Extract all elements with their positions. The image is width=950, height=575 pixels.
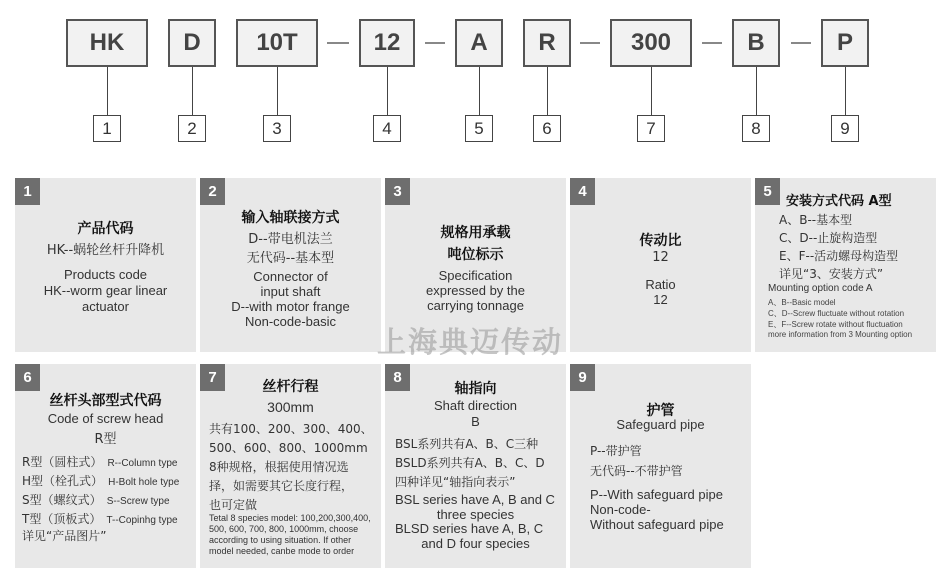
card-title: 传动比 bbox=[639, 233, 682, 249]
head-type-en: H-Bolt hole type bbox=[108, 477, 180, 488]
code-box-8: B bbox=[732, 19, 780, 67]
card-line bbox=[22, 470, 179, 489]
head-type-en: T--Copinhg type bbox=[106, 515, 178, 526]
index-box-3: 3 bbox=[263, 115, 291, 142]
card-line: Non-code- bbox=[590, 502, 651, 517]
card-line: 详见“产品图片” bbox=[22, 529, 107, 543]
card-line: according to using situation. If other bbox=[209, 535, 352, 545]
card-line: carrying tonnage bbox=[427, 298, 524, 313]
card-line: Non-code-basic bbox=[244, 314, 337, 329]
separator-dash bbox=[580, 42, 600, 44]
card-title: 输入轴联接方式 bbox=[241, 210, 340, 226]
card-title: 丝杆行程 bbox=[262, 379, 319, 395]
connector-line bbox=[277, 67, 278, 115]
code-box-9: P bbox=[821, 19, 869, 67]
card-line: BSL series have A, B and C bbox=[395, 492, 555, 507]
card-line: A、B--Basic model bbox=[768, 298, 836, 307]
card-line: R型 bbox=[94, 432, 117, 447]
card-line: D--带电机法兰 bbox=[248, 232, 333, 247]
index-box-4: 4 bbox=[373, 115, 401, 142]
card-line: D--with motor frange bbox=[231, 299, 350, 314]
card-line: Tetal 8 species model: 100,200,300,400, bbox=[209, 513, 371, 523]
head-type-en: R--Column type bbox=[107, 458, 178, 469]
card-line: Shaft direction bbox=[433, 398, 518, 413]
card-product-code bbox=[15, 178, 196, 352]
card-line: input shaft bbox=[260, 284, 321, 299]
index-box-1: 1 bbox=[93, 115, 121, 142]
card-line bbox=[22, 451, 177, 470]
head-type-cn: T型（顶板式） bbox=[22, 512, 102, 526]
card-screw-head bbox=[15, 364, 196, 568]
head-type-cn: R型（圆柱式） bbox=[22, 455, 103, 469]
card-line: BSL系列共有A、B、C三种 bbox=[395, 437, 539, 451]
connector-line bbox=[756, 67, 757, 115]
card-line bbox=[22, 508, 178, 527]
card-line: Specification bbox=[438, 268, 513, 283]
index-box-8: 8 bbox=[742, 115, 770, 142]
card-line: 500、600、800、1000mm bbox=[209, 441, 368, 455]
card-number-badge: 4 bbox=[570, 178, 595, 205]
card-title: 吨位标示 bbox=[447, 247, 504, 263]
code-box-1: HK bbox=[66, 19, 148, 67]
card-number-badge: 5 bbox=[755, 178, 780, 205]
code-box-7: 300 bbox=[610, 19, 692, 67]
card-line: C、D--止旋构造型 bbox=[779, 231, 878, 245]
card-line: 12 bbox=[652, 250, 669, 265]
card-title: 安装方式代码 A型 bbox=[786, 194, 892, 209]
card-title: 轴指向 bbox=[454, 381, 497, 397]
card-line: three species bbox=[436, 507, 515, 522]
card-line: P--With safeguard pipe bbox=[590, 487, 723, 502]
card-line: A、B--基本型 bbox=[779, 213, 853, 227]
card-line: actuator bbox=[82, 299, 129, 314]
card-line: 详见“3、安装方式” bbox=[779, 267, 884, 281]
head-type-cn: S型（螺纹式） bbox=[22, 493, 102, 507]
card-number-badge: 7 bbox=[200, 364, 225, 391]
code-box-6: R bbox=[523, 19, 571, 67]
separator-dash bbox=[425, 42, 445, 44]
separator-dash bbox=[702, 42, 722, 44]
card-line: 共有100、200、300、400、 bbox=[209, 422, 373, 436]
card-line: more information from 3 Mounting option bbox=[768, 330, 913, 339]
connector-line bbox=[845, 67, 846, 115]
card-line: Products code bbox=[63, 267, 148, 282]
connector-line bbox=[547, 67, 548, 115]
card-screw-stroke bbox=[200, 364, 381, 568]
code-box-3: 10T bbox=[236, 19, 318, 67]
card-title: 产品代码 bbox=[77, 221, 134, 237]
card-line: BLSD series have A, B, C bbox=[395, 521, 544, 536]
index-box-6: 6 bbox=[533, 115, 561, 142]
card-line: Mounting option code A bbox=[768, 283, 873, 294]
watermark: 上海典迈传动 bbox=[376, 325, 563, 359]
card-line: BSLD系列共有A、B、C、D bbox=[395, 456, 545, 470]
card-line: expressed by the bbox=[425, 283, 525, 298]
card-line: B bbox=[471, 414, 480, 429]
index-box-7: 7 bbox=[637, 115, 665, 142]
card-line: Without safeguard pipe bbox=[590, 517, 724, 532]
separator-dash bbox=[791, 42, 811, 44]
card-title: 护管 bbox=[646, 403, 675, 419]
connector-line bbox=[479, 67, 480, 115]
card-number-badge: 9 bbox=[570, 364, 595, 391]
card-line: 四种详见“轴指向表示” bbox=[395, 475, 516, 489]
code-box-5: A bbox=[455, 19, 503, 67]
card-line: 12 bbox=[653, 292, 668, 307]
card-line: 无代码--不带护管 bbox=[590, 464, 683, 478]
card-line: Connector of bbox=[253, 269, 328, 284]
head-type-cn: H型（栓孔式） bbox=[22, 474, 104, 488]
card-title: 规格用承载 bbox=[440, 225, 511, 241]
card-line: 500, 600, 700, 800, 1000mm, choose bbox=[209, 524, 359, 534]
card-line: Ratio bbox=[645, 277, 676, 292]
card-line: 300mm bbox=[267, 399, 314, 415]
card-number-badge: 6 bbox=[15, 364, 40, 391]
card-title: 丝杆头部型式代码 bbox=[49, 393, 162, 409]
card-line: 8种规格，根据使用情况选 bbox=[209, 460, 349, 474]
card-line: HK--worm gear linear bbox=[43, 283, 168, 298]
index-box-2: 2 bbox=[178, 115, 206, 142]
card-line: Safeguard pipe bbox=[616, 417, 705, 432]
connector-line bbox=[192, 67, 193, 115]
card-number-badge: 8 bbox=[385, 364, 410, 391]
card-mounting-option bbox=[755, 178, 936, 352]
card-line: 无代码--基本型 bbox=[246, 251, 335, 266]
card-number-badge: 1 bbox=[15, 178, 40, 205]
separator-dash bbox=[327, 42, 349, 44]
card-line: P--带护管 bbox=[590, 444, 642, 458]
card-line: and D four species bbox=[421, 536, 530, 551]
card-line: E、F--活动螺母构造型 bbox=[779, 249, 899, 263]
card-line bbox=[22, 489, 170, 508]
index-box-5: 5 bbox=[465, 115, 493, 142]
card-line: HK--蜗轮丝杆升降机 bbox=[46, 243, 165, 258]
card-line: model needed, canbe mode to order bbox=[209, 546, 355, 556]
card-number-badge: 3 bbox=[385, 178, 410, 205]
code-box-2: D bbox=[168, 19, 216, 67]
connector-line bbox=[107, 67, 108, 115]
code-box-4: 12 bbox=[359, 19, 415, 67]
index-box-9: 9 bbox=[831, 115, 859, 142]
head-type-en: S--Screw type bbox=[106, 496, 170, 507]
card-line: C、D--Screw fluctuate without rotation bbox=[768, 309, 905, 318]
card-line: Code of screw head bbox=[47, 411, 164, 426]
card-shaft-direction bbox=[385, 364, 566, 568]
card-line: E、F--Screw rotate without fluctuation bbox=[768, 320, 903, 329]
connector-line bbox=[651, 67, 652, 115]
connector-line bbox=[387, 67, 388, 115]
card-line: 择，如需要其它长度行程， bbox=[209, 479, 354, 493]
card-number-badge: 2 bbox=[200, 178, 225, 205]
card-safeguard-pipe bbox=[570, 364, 751, 568]
card-line: 也可定做 bbox=[209, 498, 258, 512]
